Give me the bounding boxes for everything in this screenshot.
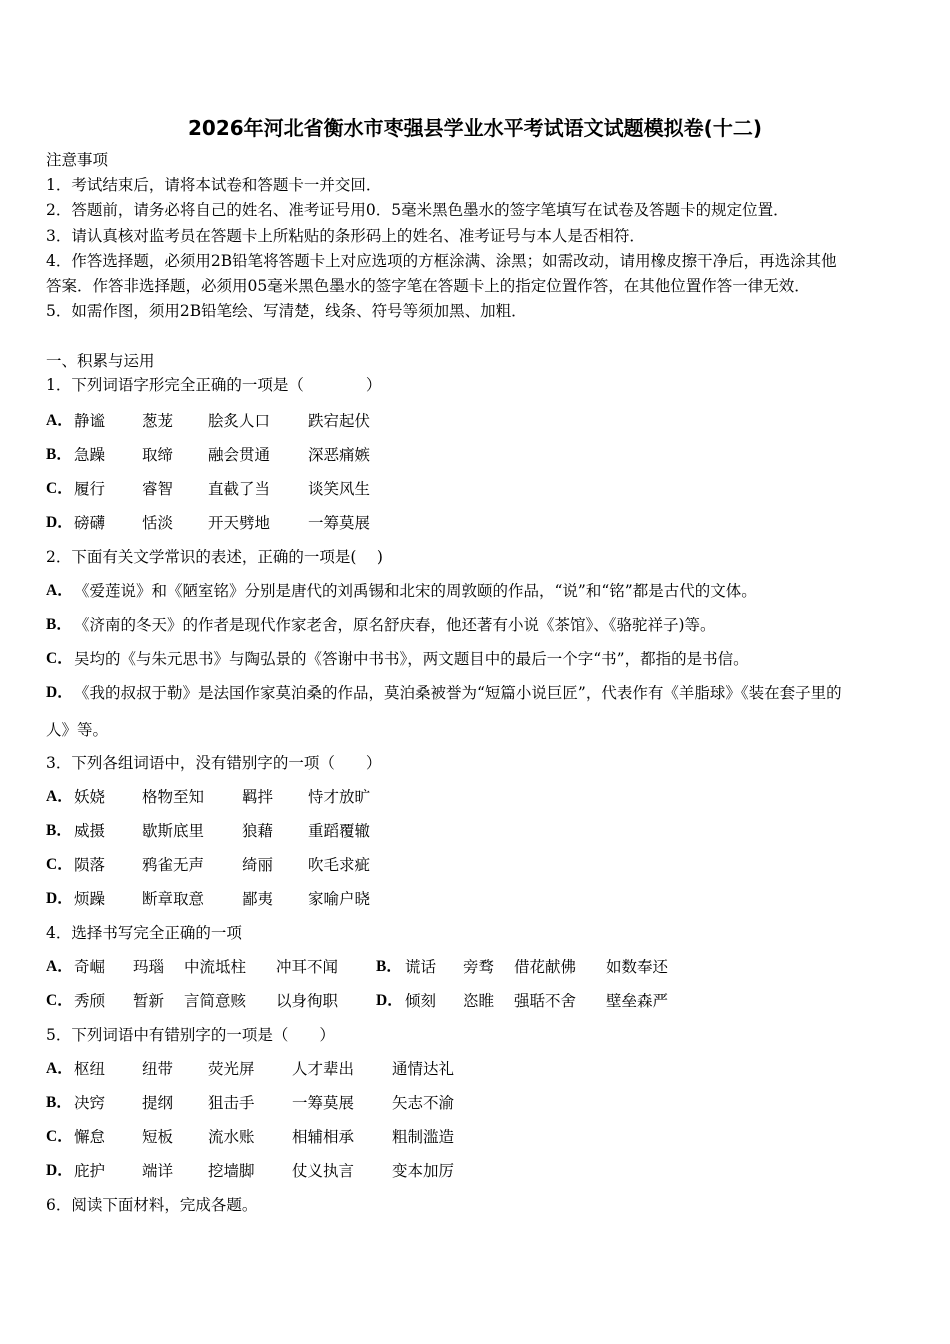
option-word: 跌宕起伏 [308, 412, 371, 430]
option-text-continued: 人》等。 [46, 721, 109, 739]
option-word: 谎话 [405, 958, 437, 976]
option-word: 短板 [142, 1128, 174, 1146]
option-label: A． [46, 582, 73, 599]
option-label: B． [46, 616, 72, 633]
notice-item: 5．如需作图，须用2B铅笔绘、写清楚，线条、符号等须加黑、加粗． [46, 302, 527, 320]
option-word: 粗制滥造 [392, 1128, 455, 1146]
question-stem: 6．阅读下面材料，完成各题。 [46, 1196, 258, 1214]
option-word: 家喻户晓 [308, 890, 371, 908]
option-word: 静谧 [74, 412, 106, 430]
option-label: A． [46, 958, 73, 975]
option-word: 烦躁 [74, 890, 106, 908]
option-word: 决窍 [74, 1094, 106, 1112]
option-word: 一筹莫展 [308, 514, 371, 532]
option-word: 旁骛 [463, 958, 495, 976]
question-stem: 5．下列词语中有错别字的一项是（ ） [46, 1026, 335, 1044]
option-word: 鸦雀无声 [142, 856, 205, 874]
option-word: 借花献佛 [514, 958, 577, 976]
option-text: 《济南的冬天》的作者是现代作家老舍，原名舒庆春，他还著有小说《茶馆》、《骆驼祥子)等。 [74, 616, 716, 634]
option-label: B． [46, 446, 72, 463]
option-word: 歇斯底里 [142, 822, 205, 840]
option-word: 倾刻 [405, 992, 437, 1010]
option-word: 荧光屏 [208, 1060, 255, 1078]
option-label: A． [46, 412, 73, 429]
option-text: 《爱莲说》和《陋室铭》分别是唐代的刘禹锡和北宋的周敦颐的作品，“说”和“铭”都是古代的文体。 [74, 582, 757, 600]
option-word: 玛瑙 [133, 958, 165, 976]
option-word: 中流坻柱 [184, 958, 247, 976]
notice-item: 4．作答选择题，必须用2B铅笔将答题卡上对应选项的方框涂满、涂黑；如需改动，请用橡皮擦干净后，再选涂其他 [46, 252, 837, 270]
notice-item: 3．请认真核对监考员在答题卡上所粘贴的条形码上的姓名、准考证号与本人是否相符． [46, 227, 645, 245]
option-word: 断章取意 [142, 890, 205, 908]
option-word: 恃才放旷 [308, 788, 371, 806]
option-word: 格物至知 [142, 788, 205, 806]
option-word: 取缔 [142, 446, 174, 464]
question-stem: 3．下列各组词语中，没有错别字的一项（ ） [46, 754, 382, 772]
option-label: C． [46, 1128, 73, 1145]
option-label: D． [46, 514, 73, 531]
option-word: 谈笑风生 [308, 480, 371, 498]
option-word: 冲耳不闻 [276, 958, 339, 976]
option-word: 吹毛求疵 [308, 856, 371, 874]
page-title: 2026年河北省衡水市枣强县学业水平考试语文试题模拟卷(十二) [188, 116, 762, 140]
option-label: D． [46, 1162, 73, 1179]
option-word: 融会贯通 [208, 446, 271, 464]
option-word: 开天劈地 [208, 514, 271, 532]
option-label: D． [376, 992, 403, 1009]
option-word: 深恶痛嫉 [308, 446, 371, 464]
option-word: 挖墙脚 [208, 1162, 255, 1180]
option-word: 通情达礼 [392, 1060, 455, 1078]
notice-item: 答案．作答非选择题，必须用05毫米黑色墨水的签字笔在答题卡上的指定位置作答，在其他位置作答一律无效． [46, 277, 810, 295]
notice-item: 2．答题前，请务必将自己的姓名、准考证号用0．5毫米黑色墨水的签字笔填写在试卷及答题卡的规定位置． [46, 201, 789, 219]
question-stem: 2．下面有关文学常识的表述，正确的一项是( ) [46, 548, 383, 566]
option-word: 相辅相承 [292, 1128, 355, 1146]
option-word: 急躁 [74, 446, 106, 464]
option-text: 《我的叔叔于勒》是法国作家莫泊桑的作品，莫泊桑被誉为“短篇小说巨匠”，代表作有《羊脂球》《装在套子里的 [74, 684, 842, 702]
option-word: 变本加厉 [392, 1162, 455, 1180]
option-label: B． [376, 958, 402, 975]
option-word: 履行 [74, 480, 106, 498]
option-word: 脍炙人口 [208, 412, 271, 430]
option-word: 直截了当 [208, 480, 271, 498]
option-word: 鄙夷 [242, 890, 274, 908]
option-word: 重蹈覆辙 [308, 822, 371, 840]
option-word: 如数奉还 [606, 958, 669, 976]
option-label: A． [46, 788, 73, 805]
option-word: 懈怠 [74, 1128, 106, 1146]
option-word: 纽带 [142, 1060, 174, 1078]
option-word: 暂新 [133, 992, 165, 1010]
option-label: C． [46, 856, 73, 873]
option-word: 言简意赅 [184, 992, 247, 1010]
option-word: 陨落 [74, 856, 106, 874]
option-word: 提纲 [142, 1094, 174, 1112]
option-word: 狙击手 [208, 1094, 255, 1112]
option-word: 睿智 [142, 480, 174, 498]
option-word: 端详 [142, 1162, 174, 1180]
question-stem: 4．选择书写完全正确的一项 [46, 924, 242, 942]
option-word: 壁垒森严 [606, 992, 669, 1010]
option-word: 人才辈出 [292, 1060, 355, 1078]
option-word: 流水账 [208, 1128, 255, 1146]
option-word: 庇护 [74, 1162, 106, 1180]
option-label: D． [46, 890, 73, 907]
option-word: 仗义执言 [292, 1162, 355, 1180]
option-label: C． [46, 992, 73, 1009]
option-word: 强聒不舍 [514, 992, 577, 1010]
option-word: 葱茏 [142, 412, 174, 430]
question-stem: 1．下列词语字形完全正确的一项是（ ） [46, 376, 382, 394]
option-label: C． [46, 650, 73, 667]
option-label: A． [46, 1060, 73, 1077]
option-word: 妖娆 [74, 788, 106, 806]
option-word: 秀颀 [74, 992, 106, 1010]
option-word: 奇崛 [74, 958, 106, 976]
option-label: B． [46, 822, 72, 839]
option-label: D． [46, 684, 73, 701]
option-word: 一筹莫展 [292, 1094, 355, 1112]
option-word: 矢志不渝 [392, 1094, 455, 1112]
notice-item: 1．考试结束后，请将本试卷和答题卡一并交回． [46, 176, 382, 194]
option-word: 枢纽 [74, 1060, 106, 1078]
option-word: 狼藉 [242, 822, 274, 840]
option-word: 恬淡 [142, 514, 174, 532]
option-word: 威摄 [74, 822, 106, 840]
notice-heading: 注意事项 [46, 151, 109, 169]
option-label: C． [46, 480, 73, 497]
section-heading: 一、积累与运用 [46, 352, 155, 370]
option-label: B． [46, 1094, 72, 1111]
option-word: 磅礴 [74, 514, 106, 532]
option-word: 恣睢 [463, 992, 495, 1010]
option-word: 羁拌 [242, 788, 274, 806]
option-text: 吴均的《与朱元思书》与陶弘景的《答谢中书书》，两文题目中的最后一个字“书”，都指的是书信。 [74, 650, 749, 668]
option-word: 以身徇职 [276, 992, 339, 1010]
option-word: 绮丽 [242, 856, 274, 874]
